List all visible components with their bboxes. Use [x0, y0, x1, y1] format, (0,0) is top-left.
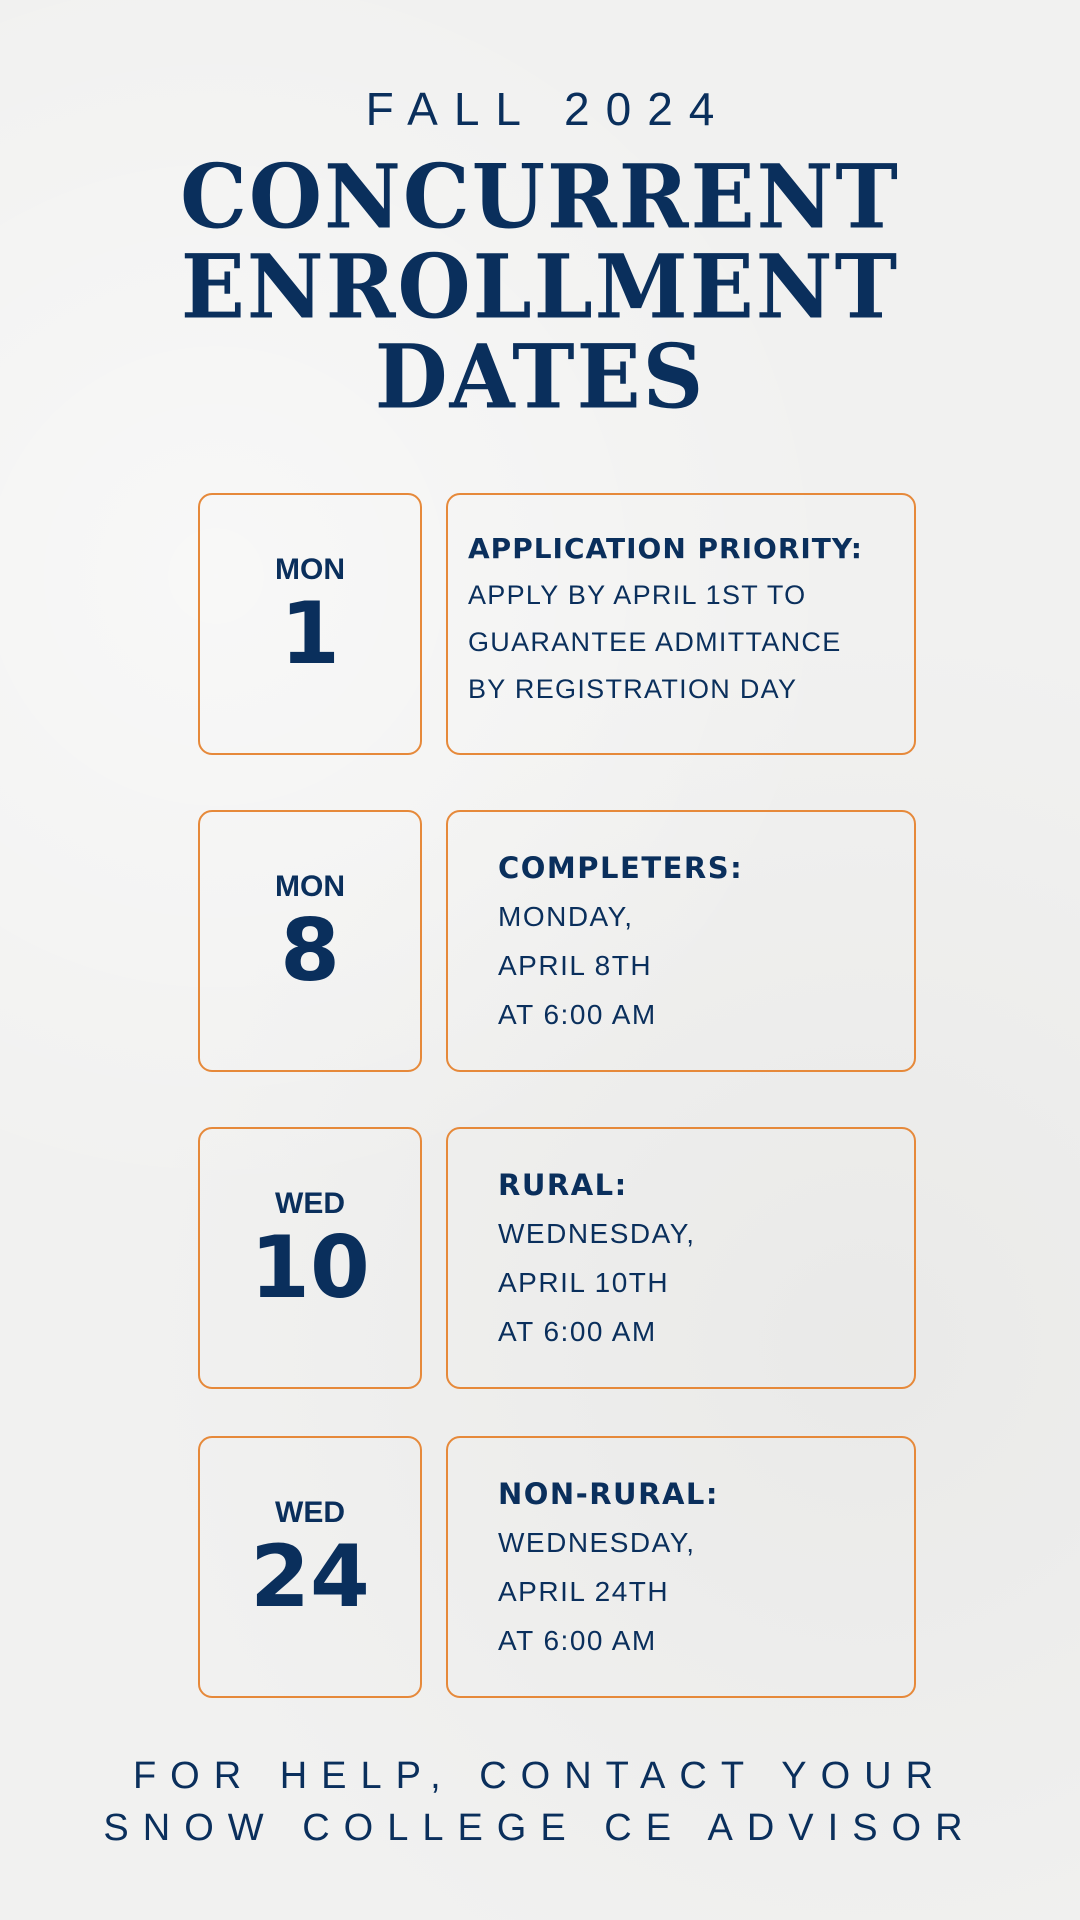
info-content [498, 844, 906, 1039]
info-line: WEDNESDAY, [498, 1527, 696, 1558]
weekday-label: WED [275, 1496, 345, 1529]
info-line: WEDNESDAY, [498, 1218, 696, 1249]
footer-line: SNOW COLLEGE CE ADVISOR [103, 1807, 977, 1849]
date-card [198, 810, 422, 1072]
info-line: MONDAY, [498, 901, 634, 932]
info-card [446, 493, 916, 755]
title-line: CONCURRENT [180, 144, 900, 249]
schedule-row-completers [198, 810, 918, 1072]
schedule-row-non-rural [198, 1436, 918, 1698]
day-number: 1 [280, 584, 340, 684]
info-heading: NON-RURAL: [498, 1477, 719, 1511]
info-heading: APPLICATION PRIORITY: [468, 532, 863, 565]
help-footer [0, 1750, 1080, 1854]
info-content [468, 525, 906, 713]
date-card [198, 1436, 422, 1698]
schedule-row-application-priority [198, 493, 918, 755]
weekday-label: MON [275, 870, 345, 903]
title-line: DATES [374, 324, 706, 429]
title-line: ENROLLMENT [180, 234, 900, 339]
weekday-label: MON [275, 553, 345, 586]
day-number: 10 [250, 1218, 370, 1318]
day-number: 24 [250, 1527, 370, 1627]
info-line: BY REGISTRATION DAY [468, 674, 798, 704]
info-line: APRIL 10TH [498, 1267, 670, 1298]
info-line: AT 6:00 AM [498, 1625, 657, 1656]
schedule-row-rural [198, 1127, 918, 1389]
date-card [198, 493, 422, 755]
info-line: APRIL 8TH [498, 950, 653, 981]
info-heading: COMPLETERS: [498, 851, 744, 885]
info-line: APRIL 24TH [498, 1576, 670, 1607]
date-card [198, 1127, 422, 1389]
info-content [498, 1161, 906, 1356]
info-line: AT 6:00 AM [498, 999, 657, 1030]
info-line: GUARANTEE ADMITTANCE [468, 627, 842, 657]
info-heading: RURAL: [498, 1168, 628, 1202]
info-card [446, 1436, 916, 1698]
info-card [446, 810, 916, 1072]
footer-line: FOR HELP, CONTACT YOUR [132, 1755, 948, 1797]
info-card [446, 1127, 916, 1389]
semester-label: FALL 2024 [365, 83, 731, 135]
weekday-label: WED [275, 1187, 345, 1220]
page-title [0, 144, 1080, 429]
info-line: APPLY BY APRIL 1ST TO [468, 580, 807, 610]
info-line: AT 6:00 AM [498, 1316, 657, 1347]
info-content [498, 1470, 906, 1665]
day-number: 8 [280, 901, 340, 1001]
